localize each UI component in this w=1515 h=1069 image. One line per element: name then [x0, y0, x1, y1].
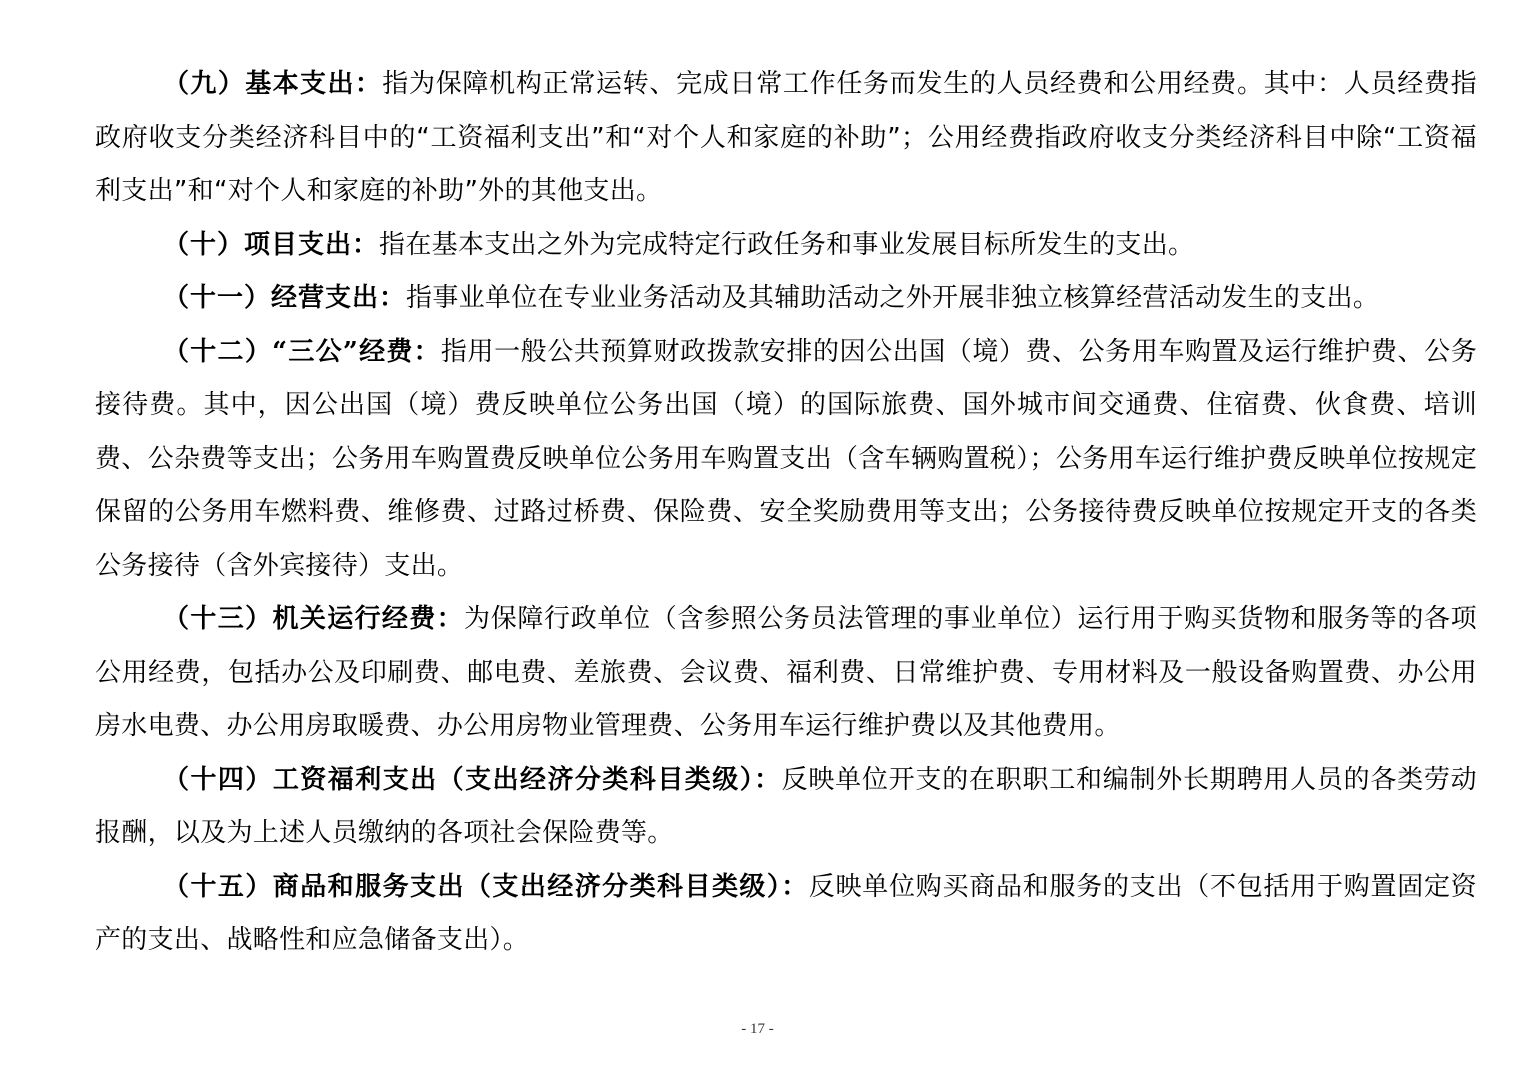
- paragraph-heading: （十一）经营支出：: [163, 283, 407, 313]
- paragraph-text: 指事业单位在专业业务活动及其辅助活动之外开展非独立核算经营活动发生的支出。: [406, 283, 1380, 313]
- paragraph-heading: （十五）商品和服务支出（支出经济分类科目类级）：: [163, 871, 809, 902]
- paragraph-heading: （十四）工资福利支出（支出经济分类科目类级）：: [163, 764, 782, 795]
- paragraph-heading: （十二）“三公”经费：: [163, 336, 441, 367]
- paragraph-heading: （十三）机关运行经费：: [163, 604, 465, 634]
- paragraph-agency-operating-funds: [95, 593, 1477, 754]
- paragraph-wage-welfare-expenditure: [95, 754, 1477, 861]
- paragraph-three-public-expenses: [95, 326, 1477, 594]
- page-number: - 17 -: [741, 1021, 774, 1037]
- paragraph-text: 指在基本支出之外为完成特定行政任务和事业发展目标所发生的支出。: [379, 229, 1195, 260]
- paragraph-heading: （十）项目支出：: [163, 229, 380, 260]
- paragraph-text: 反映单位开支的在职职工和编制外长期聘用人员的各类劳动报酬，以及为上述人员缴纳的各项社会保险费等。: [95, 764, 1477, 848]
- paragraph-heading: （九）基本支出：: [163, 69, 383, 99]
- paragraph-text: 指用一般公共预算财政拨款安排的因公出国（境）费、公务用车购置及运行维护费、公务接待费。其中，因公出国（境）费反映单位公务出国（境）的国际旅费、国外城市间交通费、住宿费、伙食费、培训费、公杂费等支出；公务用车购置费反映单位公务用车购置支出（含车辆购置税）；公务用车运行维护费反映单位按规定保留的公务用车燃料费、维修费、过路过桥费、保险费、安全奖励费用等支出；公务接待费反映单位按规定开支的各类公务接待（含外宾接待）支出。: [95, 336, 1477, 581]
- paragraph-goods-services-expenditure: [95, 861, 1477, 968]
- paragraph-text: 指为保障机构正常运转、完成日常工作任务而发生的人员经费和公用经费。其中：人员经费指政府收支分类经济科目中的“工资福利支出”和“对个人和家庭的补助”；公用经费指政府收支分类经济科目中除“工资福利支出”和“对个人和家庭的补助”外的其他支出。: [95, 69, 1477, 206]
- paragraph-text: 为保障行政单位（含参照公务员法管理的事业单位）运行用于购买货物和服务等的各项公用经费，包括办公及印刷费、邮电费、差旅费、会议费、福利费、日常维护费、专用材料及一般设备购置费、办公用房水电费、办公用房取暖费、办公用房物业管理费、公务用车运行维护费以及其他费用。: [95, 604, 1477, 741]
- paragraph-text: 反映单位购买商品和服务的支出（不包括用于购置固定资产的支出、战略性和应急储备支出）。: [95, 871, 1477, 955]
- paragraph-project-expenditure: [95, 219, 1477, 273]
- paragraph-operating-expenditure: [95, 272, 1477, 326]
- document-body: [95, 58, 1477, 968]
- paragraph-basic-expenditure: [95, 58, 1477, 219]
